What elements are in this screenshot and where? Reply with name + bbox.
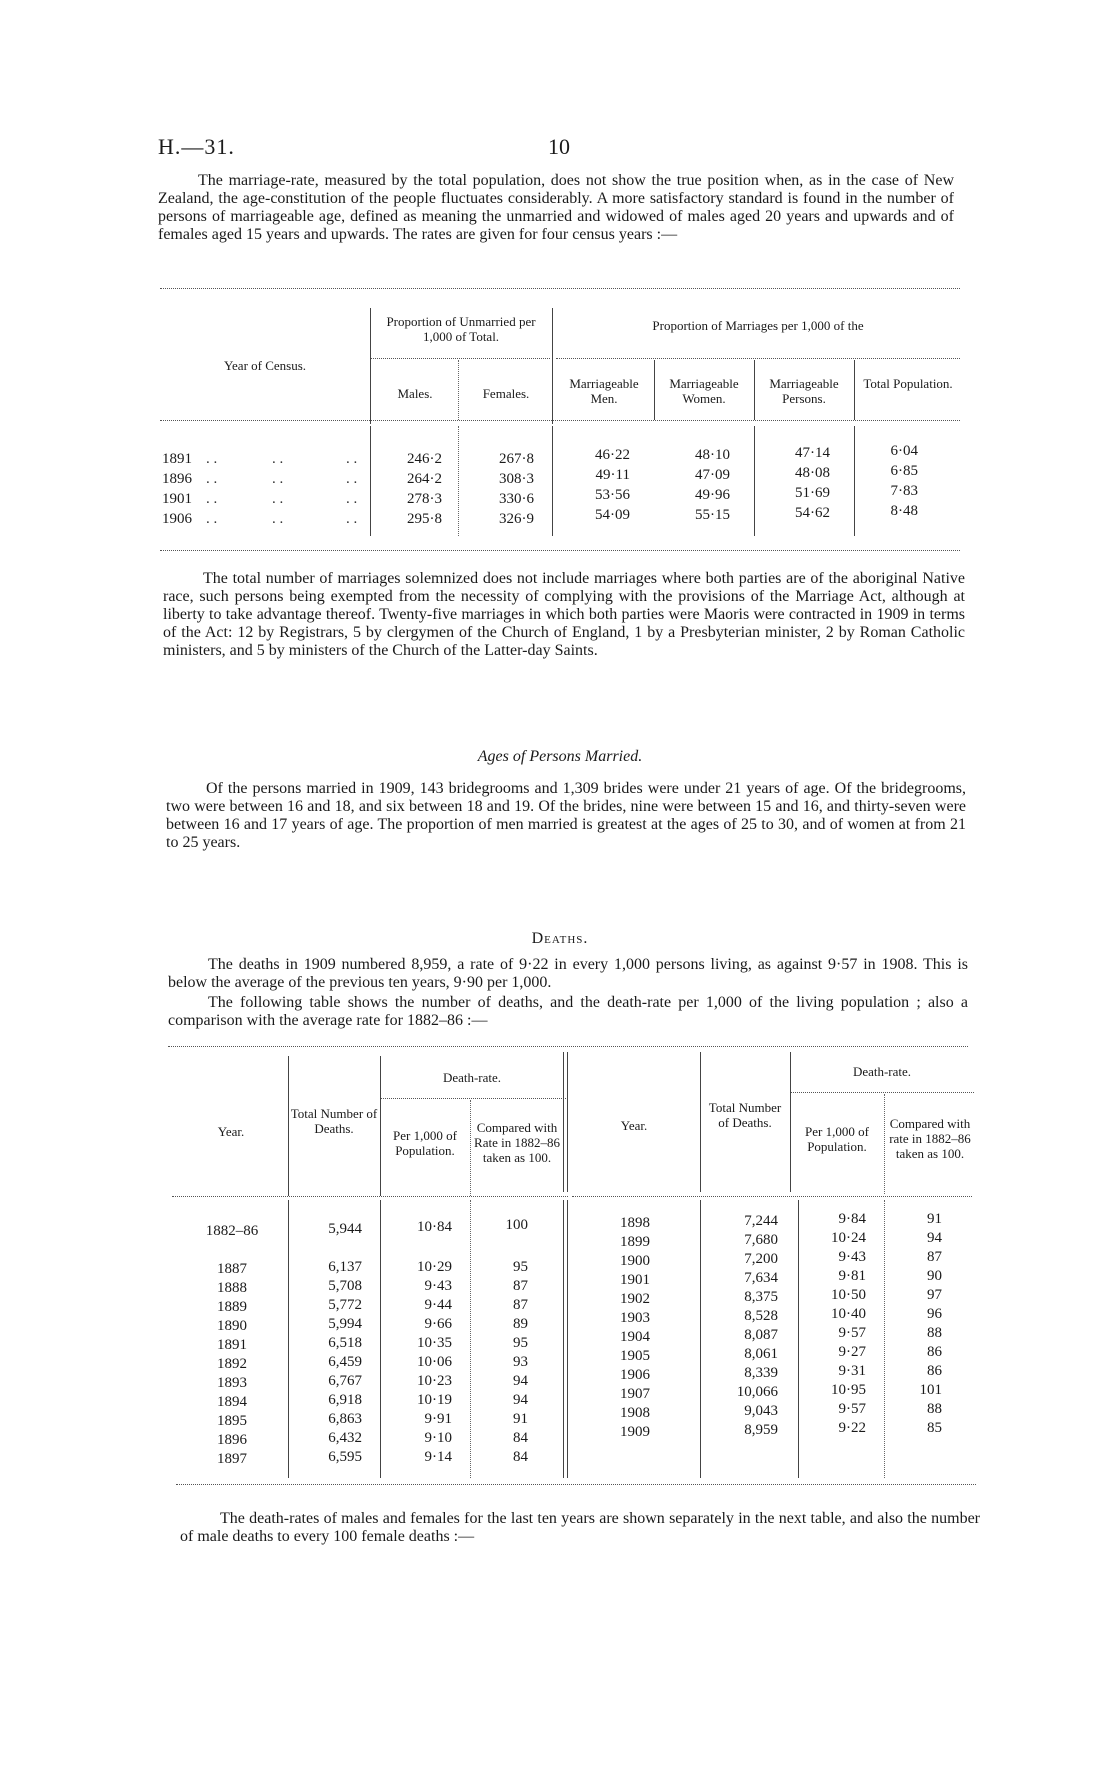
year-cell: 1896 bbox=[162, 471, 192, 487]
leader-dots: . . bbox=[272, 471, 284, 487]
males-cell: 295·8 bbox=[407, 511, 442, 527]
table2-col-divider bbox=[288, 1200, 289, 1478]
table2-col-divider bbox=[884, 1200, 885, 1478]
rate-per-1000-cell: 10·35 bbox=[417, 1335, 452, 1351]
total-population-cell: 7·83 bbox=[890, 483, 918, 499]
total-population-cell: 6·85 bbox=[890, 463, 918, 479]
column-header-per1000-left: Per 1,000 of Population. bbox=[393, 1128, 457, 1158]
year-cell: 1882–86 bbox=[205, 1223, 259, 1239]
table1-col-divider bbox=[370, 308, 371, 424]
total-deaths-cell: 8,375 bbox=[744, 1289, 778, 1305]
rate-per-1000-cell: 9·57 bbox=[838, 1401, 866, 1417]
column-group-unmarried: Proportion of Unmarried per 1,000 of Total. bbox=[386, 314, 536, 344]
rate-per-1000-cell: 9·27 bbox=[838, 1344, 866, 1360]
table2-col-divider bbox=[470, 1200, 471, 1478]
rate-per-1000-cell: 9·31 bbox=[838, 1363, 866, 1379]
section-heading-ages: Ages of Persons Married. bbox=[477, 748, 643, 765]
table2-top-rule bbox=[168, 1046, 968, 1047]
leader-dots: . . bbox=[272, 491, 284, 507]
males-cell: 264·2 bbox=[407, 471, 442, 487]
table2-col-divider bbox=[700, 1200, 701, 1478]
table1-col-divider bbox=[458, 360, 459, 420]
total-deaths-cell: 5,994 bbox=[328, 1316, 362, 1332]
rate-per-1000-cell: 9·81 bbox=[838, 1268, 866, 1284]
section-heading-deaths: Deaths. bbox=[531, 930, 589, 947]
total-deaths-cell: 7,200 bbox=[744, 1251, 778, 1267]
total-deaths-cell: 7,634 bbox=[744, 1270, 778, 1286]
column-header-marriageable-women: Marriageable Women. bbox=[669, 376, 739, 406]
rate-per-1000-cell: 9·43 bbox=[424, 1278, 452, 1294]
total-deaths-cell: 8,959 bbox=[744, 1422, 778, 1438]
ages-paragraph: Of the persons married in 1909, 143 bridegrooms and 1,309 brides were under 21 years of age. Of the bridegrooms, two were between 16 and 18, and six between 18 and 19. Of the brides, nine were between 15 and 16, and thirty-seven were between 16 and 17 years of age. The proportion of men married is greatest at the ages of 25 to 30, and of women at from 21 to 25 years. bbox=[166, 780, 966, 851]
compared-cell: 96 bbox=[927, 1306, 942, 1322]
leader-dots: . . bbox=[272, 451, 284, 467]
compared-cell: 100 bbox=[505, 1217, 528, 1233]
year-cell: 1907 bbox=[620, 1386, 650, 1402]
marriageable-persons-cell: 51·69 bbox=[795, 485, 830, 501]
year-cell: 1906 bbox=[620, 1367, 650, 1383]
table1-group-rule-left bbox=[370, 358, 550, 359]
leader-dots: . . bbox=[346, 471, 358, 487]
leader-dots: . . bbox=[206, 451, 218, 467]
compared-cell: 94 bbox=[513, 1373, 528, 1389]
table1-col-divider bbox=[552, 308, 553, 424]
compared-cell: 95 bbox=[513, 1259, 528, 1275]
column-header-compared-right: Compared with rate in 1882–86 taken as 100. bbox=[889, 1116, 971, 1161]
compared-cell: 90 bbox=[927, 1268, 942, 1284]
rate-per-1000-cell: 9·44 bbox=[424, 1297, 452, 1313]
rate-per-1000-cell: 10·95 bbox=[831, 1382, 866, 1398]
females-cell: 330·6 bbox=[499, 491, 534, 507]
year-cell: 1905 bbox=[620, 1348, 650, 1364]
column-header-females: Females. bbox=[482, 386, 530, 401]
year-cell: 1898 bbox=[620, 1215, 650, 1231]
total-deaths-cell: 5,708 bbox=[328, 1278, 362, 1294]
column-header-males: Males. bbox=[397, 386, 433, 401]
rate-per-1000-cell: 9·91 bbox=[424, 1411, 452, 1427]
compared-cell: 89 bbox=[513, 1316, 528, 1332]
rate-per-1000-cell: 10·29 bbox=[417, 1259, 452, 1275]
compared-cell: 94 bbox=[927, 1230, 942, 1246]
column-header-year-left: Year. bbox=[217, 1124, 245, 1139]
native-marriages-paragraph: The total number of marriages solemnized does not include marriages where both parties are of the aboriginal Native race, such persons being exempted from the necessity of complying with the provisions of the Marriage Act, although at liberty to take advantage thereof. Twenty-five marriages in which both parties were Maoris were contracted in 1909 in terms of the Act: 12 by Registrars, 5 by clergymen of the Church of England, 1 by a Presbyterian minister, 2 by Roman Catholic ministers, and 5 by ministers of the Church of the Latter-day Saints. bbox=[163, 570, 965, 659]
rate-per-1000-cell: 9·14 bbox=[424, 1449, 452, 1465]
females-cell: 308·3 bbox=[499, 471, 534, 487]
column-group-deathrate-left: Death-rate. bbox=[442, 1070, 502, 1085]
compared-cell: 93 bbox=[513, 1354, 528, 1370]
total-deaths-cell: 6,595 bbox=[328, 1449, 362, 1465]
table1-top-rule bbox=[160, 288, 960, 289]
table2-center-divider bbox=[563, 1052, 564, 1192]
total-deaths-cell: 5,944 bbox=[328, 1221, 362, 1237]
rate-per-1000-cell: 9·22 bbox=[838, 1420, 866, 1436]
column-header-marriageable-persons: Marriageable Persons. bbox=[769, 376, 839, 406]
compared-cell: 91 bbox=[927, 1211, 942, 1227]
total-deaths-cell: 6,137 bbox=[328, 1259, 362, 1275]
compared-cell: 94 bbox=[513, 1392, 528, 1408]
table2-col-divider bbox=[380, 1056, 381, 1196]
total-deaths-cell: 6,918 bbox=[328, 1392, 362, 1408]
year-cell: 1906 bbox=[162, 511, 192, 527]
rate-per-1000-cell: 10·40 bbox=[831, 1306, 866, 1322]
year-cell: 1889 bbox=[217, 1299, 247, 1315]
year-cell: 1893 bbox=[217, 1375, 247, 1391]
rate-per-1000-cell: 10·24 bbox=[831, 1230, 866, 1246]
table1-header-rule bbox=[160, 420, 960, 421]
marriageable-persons-cell: 54·62 bbox=[795, 505, 830, 521]
total-deaths-cell: 5,772 bbox=[328, 1297, 362, 1313]
year-cell: 1900 bbox=[620, 1253, 650, 1269]
intro-paragraph: The marriage-rate, measured by the total population, does not show the true position when, as in the case of New Zealand, the age-constitution of the people fluctuates considerably. A more satisfactory standard is found in the number of persons of marriageable age, defined as meaning the unmarried and widowed of males aged 20 years and upwards and of females aged 15 years and upwards. The rates are given for four census years :— bbox=[158, 172, 954, 243]
year-cell: 1909 bbox=[620, 1424, 650, 1440]
total-deaths-cell: 8,087 bbox=[744, 1327, 778, 1343]
year-cell: 1901 bbox=[620, 1272, 650, 1288]
compared-cell: 91 bbox=[513, 1411, 528, 1427]
table2-header-rule-right bbox=[572, 1196, 972, 1197]
marriageable-women-cell: 47·09 bbox=[695, 467, 730, 483]
compared-cell: 95 bbox=[513, 1335, 528, 1351]
compared-cell: 86 bbox=[927, 1344, 942, 1360]
table2-col-divider bbox=[380, 1200, 381, 1478]
compared-cell: 88 bbox=[927, 1401, 942, 1417]
table2-center-divider bbox=[563, 1200, 564, 1478]
table2-col-divider bbox=[700, 1052, 701, 1192]
total-population-cell: 6·04 bbox=[890, 443, 918, 459]
deaths-table-intro: The following table shows the number of deaths, and the death-rate per 1,000 of the living population ; also a comparison with the average rate for 1882–86 :— bbox=[168, 994, 968, 1029]
table1-group-rule bbox=[556, 358, 960, 359]
compared-cell: 86 bbox=[927, 1363, 942, 1379]
total-deaths-cell: 6,518 bbox=[328, 1335, 362, 1351]
marriageable-men-cell: 49·11 bbox=[595, 467, 630, 483]
compared-cell: 97 bbox=[927, 1287, 942, 1303]
column-group-marriages: Proportion of Marriages per 1,000 of the bbox=[652, 318, 864, 333]
marriageable-women-cell: 48·10 bbox=[695, 447, 730, 463]
year-cell: 1902 bbox=[620, 1291, 650, 1307]
table2-col-divider bbox=[790, 1052, 791, 1192]
rate-per-1000-cell: 9·10 bbox=[424, 1430, 452, 1446]
total-deaths-cell: 7,244 bbox=[744, 1213, 778, 1229]
compared-cell: 85 bbox=[927, 1420, 942, 1436]
document-reference: H.—31. bbox=[158, 134, 235, 159]
compared-cell: 87 bbox=[513, 1297, 528, 1313]
total-deaths-cell: 7,680 bbox=[744, 1232, 778, 1248]
table2-col-divider bbox=[470, 1100, 471, 1196]
year-cell: 1891 bbox=[217, 1337, 247, 1353]
column-group-deathrate-right: Death-rate. bbox=[852, 1064, 912, 1079]
rate-per-1000-cell: 10·84 bbox=[417, 1219, 452, 1235]
table2-group-rule-right bbox=[790, 1092, 974, 1093]
marriageable-men-cell: 46·22 bbox=[595, 447, 630, 463]
table2-group-rule-left bbox=[380, 1098, 566, 1099]
closing-paragraph: The death-rates of males and females for the last ten years are shown separately in the next table, and also the number of male deaths to every 100 female deaths :— bbox=[180, 1510, 980, 1545]
deaths-paragraph: The deaths in 1909 numbered 8,959, a rate of 9·22 in every 1,000 persons living, as against 9·57 in 1908. This is below the average of the previous ten years, 9·90 per 1,000. bbox=[168, 956, 968, 991]
total-deaths-cell: 8,528 bbox=[744, 1308, 778, 1324]
total-deaths-cell: 8,061 bbox=[744, 1346, 778, 1362]
leader-dots: . . bbox=[206, 511, 218, 527]
leader-dots: . . bbox=[272, 511, 284, 527]
females-cell: 267·8 bbox=[499, 451, 534, 467]
year-cell: 1887 bbox=[217, 1261, 247, 1277]
total-deaths-cell: 6,459 bbox=[328, 1354, 362, 1370]
column-header-total-left: Total Number of Deaths. bbox=[290, 1106, 378, 1136]
column-header-total-population: Total Population. bbox=[863, 376, 953, 391]
table2-header-rule-left bbox=[172, 1196, 568, 1197]
rate-per-1000-cell: 9·43 bbox=[838, 1249, 866, 1265]
compared-cell: 84 bbox=[513, 1449, 528, 1465]
leader-dots: . . bbox=[206, 491, 218, 507]
year-cell: 1891 bbox=[162, 451, 192, 467]
table1-bottom-rule bbox=[160, 550, 960, 551]
marriageable-women-cell: 49·96 bbox=[695, 487, 730, 503]
page-header bbox=[158, 134, 958, 164]
total-population-cell: 8·48 bbox=[890, 503, 918, 519]
total-deaths-cell: 6,767 bbox=[328, 1373, 362, 1389]
total-deaths-cell: 6,863 bbox=[328, 1411, 362, 1427]
column-header-year-right: Year. bbox=[620, 1118, 648, 1133]
rate-per-1000-cell: 10·19 bbox=[417, 1392, 452, 1408]
table2-bottom-rule bbox=[176, 1484, 976, 1485]
column-header-compared-left: Compared with Rate in 1882–86 taken as 100. bbox=[474, 1120, 560, 1165]
table1-col-divider bbox=[654, 360, 655, 420]
page-number: 10 bbox=[548, 134, 570, 159]
rate-per-1000-cell: 9·66 bbox=[424, 1316, 452, 1332]
males-cell: 246·2 bbox=[407, 451, 442, 467]
leader-dots: . . bbox=[346, 491, 358, 507]
compared-cell: 84 bbox=[513, 1430, 528, 1446]
total-deaths-cell: 8,339 bbox=[744, 1365, 778, 1381]
leader-dots: . . bbox=[346, 511, 358, 527]
rate-per-1000-cell: 9·57 bbox=[838, 1325, 866, 1341]
compared-cell: 87 bbox=[513, 1278, 528, 1294]
marriageable-persons-cell: 48·08 bbox=[795, 465, 830, 481]
year-cell: 1901 bbox=[162, 491, 192, 507]
marriageable-men-cell: 53·56 bbox=[595, 487, 630, 503]
total-deaths-cell: 9,043 bbox=[744, 1403, 778, 1419]
compared-cell: 88 bbox=[927, 1325, 942, 1341]
year-cell: 1897 bbox=[217, 1451, 247, 1467]
compared-cell: 101 bbox=[919, 1382, 942, 1398]
column-header-total-right: Total Number of Deaths. bbox=[708, 1100, 782, 1130]
table1-col-divider bbox=[754, 360, 755, 420]
leader-dots: . . bbox=[346, 451, 358, 467]
females-cell: 326·9 bbox=[499, 511, 534, 527]
table2-col-divider bbox=[288, 1056, 289, 1196]
table2-col-divider bbox=[884, 1094, 885, 1194]
year-cell: 1908 bbox=[620, 1405, 650, 1421]
year-cell: 1896 bbox=[217, 1432, 247, 1448]
compared-cell: 87 bbox=[927, 1249, 942, 1265]
year-cell: 1899 bbox=[620, 1234, 650, 1250]
year-cell: 1890 bbox=[217, 1318, 247, 1334]
total-deaths-cell: 6,432 bbox=[328, 1430, 362, 1446]
rate-per-1000-cell: 10·23 bbox=[417, 1373, 452, 1389]
year-cell: 1888 bbox=[217, 1280, 247, 1296]
leader-dots: . . bbox=[206, 471, 218, 487]
marriageable-men-cell: 54·09 bbox=[595, 507, 630, 523]
males-cell: 278·3 bbox=[407, 491, 442, 507]
year-cell: 1903 bbox=[620, 1310, 650, 1326]
marriageable-women-cell: 55·15 bbox=[695, 507, 730, 523]
column-header-marriageable-men: Marriageable Men. bbox=[569, 376, 639, 406]
year-cell: 1904 bbox=[620, 1329, 650, 1345]
total-deaths-cell: 10,066 bbox=[736, 1384, 778, 1400]
table2-center-divider bbox=[567, 1052, 568, 1192]
marriageable-persons-cell: 47·14 bbox=[795, 445, 830, 461]
column-header-year: Year of Census. bbox=[223, 358, 307, 373]
rate-per-1000-cell: 10·50 bbox=[831, 1287, 866, 1303]
rate-per-1000-cell: 10·06 bbox=[417, 1354, 452, 1370]
year-cell: 1892 bbox=[217, 1356, 247, 1372]
table1-col-divider bbox=[854, 360, 855, 420]
table2-center-divider bbox=[567, 1200, 568, 1478]
year-cell: 1895 bbox=[217, 1413, 247, 1429]
year-cell: 1894 bbox=[217, 1394, 247, 1410]
rate-per-1000-cell: 9·84 bbox=[838, 1211, 866, 1227]
column-header-per1000-right: Per 1,000 of Population. bbox=[805, 1124, 869, 1154]
